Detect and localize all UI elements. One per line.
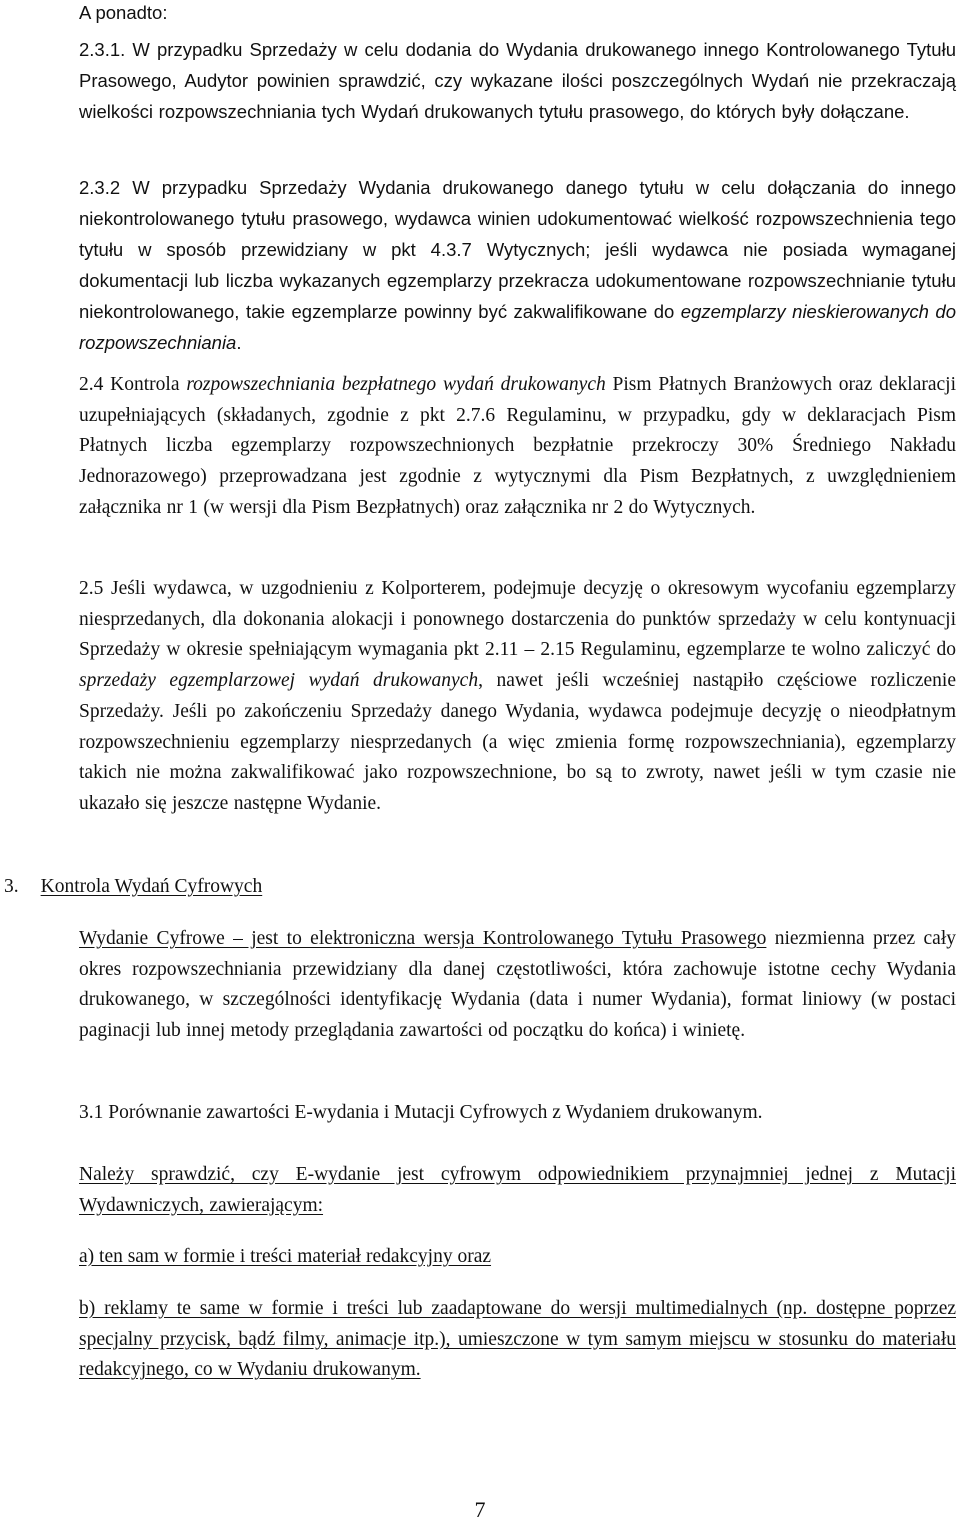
section-3-number: 3. xyxy=(4,876,19,897)
intro-text: A ponadto: xyxy=(79,2,168,23)
paragraph-2-3-2-italic: egzemplarzy nieskierowanych do rozpowszechniania xyxy=(79,301,956,353)
section-3-title: Kontrola Wydań Cyfrowych xyxy=(40,876,263,897)
list-item-b: b) reklamy te same w formie i treści lub zaadaptowane do wersji multimedialnych (np. dostępne poprzez specjalny przycisk, bądź filmy, animacje itp.), umieszczone w tym samym miejscu w stosunku do materiału redakcyjnego, co w Wydaniu drukowanym. xyxy=(79,1298,956,1381)
page-number: 7 xyxy=(474,1497,486,1522)
paragraph-2-3-2-text: 2.3.2 W przypadku Sprzedaży Wydania drukowanego danego tytułu w celu dołączania do innego niekontrolowanego tytułu prasowego, wydawca winien udokumentować wielkość rozpowszechnienia tego tytułu w sposób przewidziany w pkt 4.3.7 Wytycznych; jeśli wydawca nie posiada wymaganej dokumentacji lub liczba wykazanych egzemplarzy przekracza udokumentowane rozpowszechnianie tytułu niekontrolowanego, takie egzemplarze powinny być zakwalifikowane do xyxy=(79,177,956,322)
paragraph-3-1: 3.1 Porównanie zawartości E-wydania i Mutacji Cyfrowych z Wydaniem drukowanym. xyxy=(79,1102,763,1123)
list-item-a: a) ten sam w formie i treści materiał redakcyjny oraz xyxy=(79,1246,492,1267)
paragraph-2-5-italic: sprzedaży egzemplarzowej wydań drukowanych xyxy=(79,670,479,692)
paragraph-2-3-2-end: . xyxy=(236,332,242,353)
definition-rest: niezmienna przez cały okres rozpowszechniania przewidziany dla danej częstotliwości, która zachowuje istotne cechy Wydania drukowanego, w szczególności identyfikację Wydania (data i numer Wydania), format liniowy (w postaci paginacji lub innej metody przeglądania zawartości od początku do końca) i winietę. xyxy=(79,928,956,1042)
paragraph-2-5-start: 2.5 Jeśli wydawca, w uzgodnieniu z Kolporterem, podejmuje decyzję o okresowym wycofaniu egzemplarzy niesprzedanych, dla dokonania alokacji i ponownego dostarczenia do punktów sprzedaży w celu kontynuacji Sprzedaży w okresie spełniającym wymagania pkt 2.11 – 2.15 Regulaminu, egzemplarze te wolno zaliczyć do xyxy=(79,578,956,661)
paragraph-nalezy: Należy sprawdzić, czy E-wydanie jest cyfrowym odpowiednikiem przynajmniej jednej z Mutacji Wydawniczych, zawierającym: xyxy=(79,1164,956,1216)
paragraph-2-4-start: 2.4 Kontrola xyxy=(79,374,187,395)
paragraph-2-3-2 xyxy=(79,172,956,358)
paragraph-2-5-rest: , nawet jeśli wcześniej nastąpiło częściowe rozliczenie Sprzedaży. Jeśli po zakończeniu Sprzedaży danego Wydania, wydawca podejmuje decyzję o nieodpłatnym rozpowszechnieniu egzemplarzy niesprzedanych (a więc zmienia formę rozpowszechniania), egzemplarzy takich nie można zakwalifikować jako rozpowszechnione, bo są to zwroty, nawet jeśli w tym czasie nie ukazało się jeszcze następne Wydanie. xyxy=(79,670,956,814)
paragraph-2-3-1: 2.3.1. W przypadku Sprzedaży w celu dodania do Wydania drukowanego innego Kontrolowanego Tytułu Prasowego, Audytor powinien sprawdzić, czy wykazane ilości poszczególnych Wydań nie przekraczają wielkości rozpowszechniania tych Wydań drukowanych tytułu prasowego, do których były dołączane. xyxy=(79,39,956,122)
paragraph-3-definition xyxy=(79,924,956,1047)
paragraph-2-4-italic: rozpowszechniania bezpłatnego wydań drukowanych xyxy=(186,374,606,395)
paragraph-2-4-rest: Pism Płatnych Branżowych oraz deklaracji uzupełniających (składanych, zgodnie z pkt 2.7.6 Regulaminu, w przypadku, gdy w deklaracjach Pism Płatnych liczba egzemplarzy rozpowszechnionych bezpłatnie przekroczy 30% Średniego Nakładu Jednorazowego) przeprowadzana jest zgodnie z wytycznymi dla Pism Bezpłatnych, z uwzględnieniem załącznika nr 1 (w wersji dla Pism Bezpłatnych) oraz załącznika nr 2 do Wytycznych. xyxy=(79,374,956,518)
paragraph-2-5 xyxy=(79,574,956,820)
paragraph-2-4 xyxy=(79,370,956,524)
section-3-heading xyxy=(4,872,262,903)
definition-underlined: Wydanie Cyfrowe – jest to elektroniczna wersja Kontrolowanego Tytułu Prasowego xyxy=(79,928,767,949)
